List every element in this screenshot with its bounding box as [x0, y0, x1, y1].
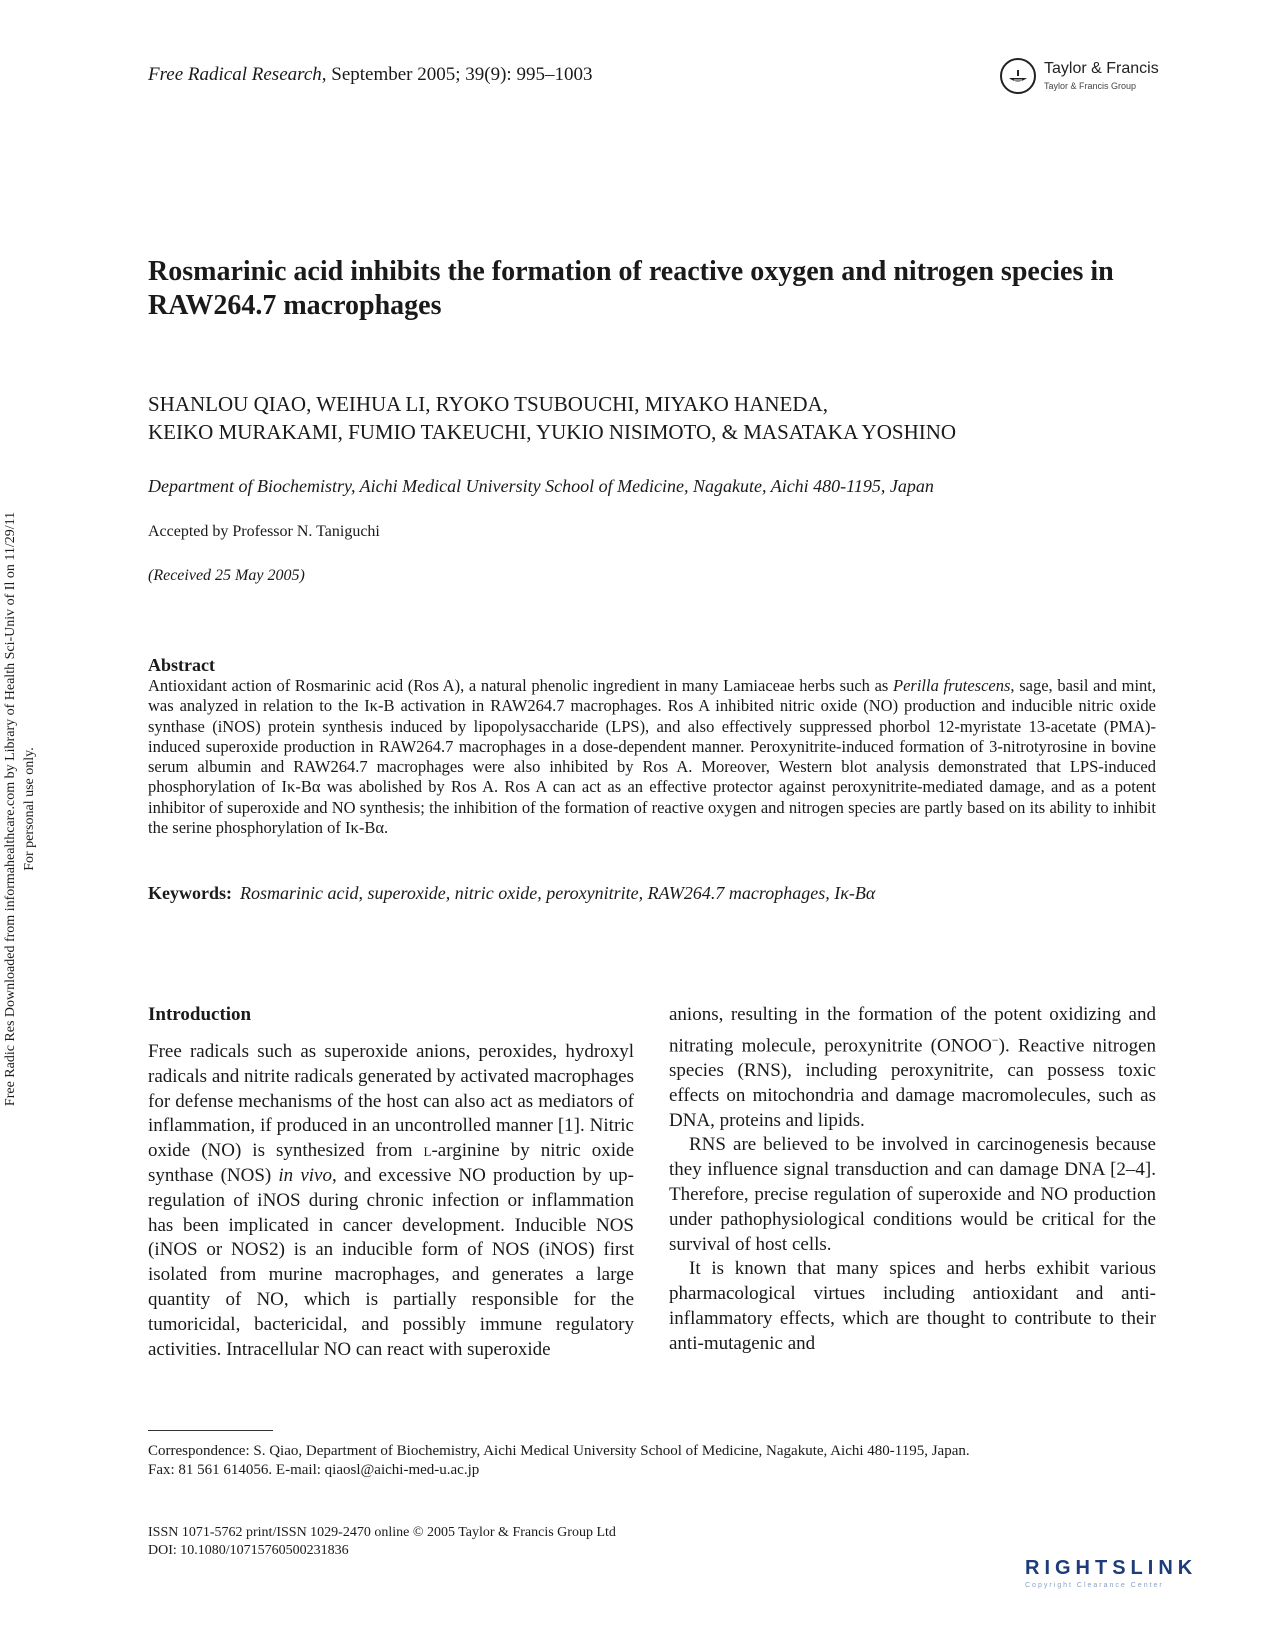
abstract-text — [148, 676, 1156, 838]
affiliation: Department of Biochemistry, Aichi Medical University School of Medicine, Nagakute, Aichi 480-1195, Japan — [148, 476, 934, 496]
intro-p1-italic: in vivo — [278, 1164, 332, 1186]
keywords — [148, 883, 1156, 904]
intro-p1-text-c: , and excessive NO production by up-regulation of iNOS during chronic infection or inflammation has been implicated in cancer development. Inducible NOS (iNOS or NOS2) is an inducible form of NOS (iNOS) first isolated from murine macrophages, and generates a large quantity of NO, which is partially responsible for the tumoricidal, bactericidal, and possibly immune regulatory activities. Intracellular NO can react with superoxide — [148, 1164, 634, 1360]
correspondence-footnote — [148, 1442, 1158, 1480]
intro-paragraph-right-3: It is known that many spices and herbs exhibit various pharmacological virtues including antioxidant and anti-inflammatory effects, which are thought to contribute to their anti-mutagenic and — [669, 1258, 1156, 1354]
abstract-text-part-1: Antioxidant action of Rosmarinic acid (Ros A), a natural phenolic ingredient in many Lamiaceae herbs such as — [148, 676, 894, 695]
doi-line: DOI: 10.1080/10715760500231836 — [148, 1543, 349, 1558]
correspondence-line-1: Correspondence: S. Qiao, Department of Biochemistry, Aichi Medical University School of Medicine, Nagakute, Aichi 480-1195, Japan. — [148, 1443, 970, 1459]
abstract-text-part-2: , sage, basil and mint, was analyzed in relation to the Iκ-B activation in RAW264.7 macrophages. Ros A inhibited nitric oxide (NO) production and inducible nitric oxide synthase (iNOS) protein synthesis induced by lipopolysaccharide (LPS), and also effectively suppressed phorbol 12-myristate 13-acetate (PMA)-induced superoxide production in RAW264.7 macrophages in a dose-dependent manner. Peroxynitrite-induced formation of 3-nitrotyrosine in bovine serum albumin and RAW264.7 macrophages were also inhibited by Ros A. Moreover, Western blot analysis demonstrated that LPS-induced phosphorylation of Iκ-Bα was abolished by Ros A. Ros A can act as an effective protector against peroxynitrite-mediated damage, and as a potent inhibitor of superoxide and NO synthesis; the inhibition of the formation of reactive oxygen and nitrogen species are partly based on its ability to inhibit the serine phosphorylation of Iκ-Bα. — [148, 676, 1157, 838]
correspondence-line-2: Fax: 81 561 614056. E-mail: qiaosl@aichi-med-u.ac.jp — [148, 1462, 480, 1478]
abstract-species-italic: Perilla frutescens — [893, 676, 1011, 695]
intro-r1-text-a: anions, resulting in the formation of the potent oxidizing and nitrating molecule, peroxynitrite (ONOO — [669, 1004, 1156, 1057]
intro-paragraph-right-2: RNS are believed to be involved in carcinogenesis because they influence signal transduction and can damage DNA [2–4]. Therefore, precise regulation of superoxide and NO production under pathophysiological conditions would be critical for the survival of host cells. — [669, 1134, 1156, 1255]
footnote-divider — [148, 1430, 273, 1431]
rightslink-logo[interactable] — [1025, 1557, 1255, 1597]
journal-details: , September 2005; 39(9): 995–1003 — [321, 64, 593, 85]
introduction-heading: Introduction — [148, 1004, 252, 1025]
publisher-logo — [1000, 58, 1160, 98]
download-watermark — [1, 489, 39, 1129]
issn-line: ISSN 1071-5762 print/ISSN 1029-2470 online © 2005 Taylor & Francis Group Ltd — [148, 1525, 616, 1540]
journal-name: Free Radical Research — [148, 64, 322, 85]
publication-info — [148, 1524, 616, 1560]
rightslink-sub: Copyright Clearance Center — [1025, 1582, 1164, 1589]
accepted-by: Accepted by Professor N. Taniguchi — [148, 523, 380, 540]
rightslink-text: RIGHTSLINK — [1025, 1557, 1198, 1579]
authors-line-2: KEIKO MURAKAMI, FUMIO TAKEUCHI, YUKIO NISIMOTO, & MASATAKA YOSHINO — [148, 420, 957, 444]
keywords-label: Keywords: — [148, 883, 232, 903]
intro-r1-superscript: − — [991, 1032, 999, 1047]
received-date: (Received 25 May 2005) — [148, 567, 305, 584]
introduction-left-column — [148, 1040, 634, 1362]
intro-paragraph-1 — [148, 1040, 634, 1362]
introduction-right-column — [669, 1003, 1156, 1356]
abstract-heading: Abstract — [148, 655, 215, 675]
publisher-logo-name: Taylor & Francis — [1044, 60, 1159, 77]
keywords-list: Rosmarinic acid, superoxide, nitric oxide, peroxynitrite, RAW264.7 macrophages, Iκ-Bα — [240, 883, 876, 903]
authors-line-1: SHANLOU QIAO, WEIHUA LI, RYOKO TSUBOUCHI, MIYAKO HANEDA, — [148, 392, 828, 416]
intro-r1-text-b: ). Reactive nitrogen species (RNS), including peroxynitrite, can possess toxic effects on mitochondria and damage macromolecules, such as DNA, proteins and lipids. — [669, 1035, 1156, 1131]
article-title: Rosmarinic acid inhibits the formation of reactive oxygen and nitrogen species in RAW264.7 macrophages — [148, 256, 1114, 321]
watermark-line-1: Free Radic Res Downloaded from informahealthcare.com by Library of Health Sci-Univ of Il on 11/29/11 — [3, 511, 18, 1107]
intro-p1-text-a: Free radicals such as superoxide anions, peroxides, hydroxyl radicals and nitrite radicals generated by activated macrophages for defense mechanisms of the host can also act as mediators of inflammation, if produced in an uncontrolled manner [1]. Nitric oxide (NO) is synthesized from — [148, 1041, 634, 1162]
intro-p1-text-b: -arginine by nitric oxide synthase (NOS) — [148, 1140, 635, 1186]
author-list — [148, 390, 1158, 446]
publisher-logo-sub: Taylor & Francis Group — [1044, 81, 1137, 91]
intro-p1-smallcaps: l — [423, 1140, 432, 1162]
journal-citation — [148, 64, 592, 86]
watermark-line-2: For personal use only. — [22, 747, 37, 871]
publisher-lamp-icon — [1000, 58, 1036, 94]
intro-paragraph-right-1 — [669, 1003, 1156, 1133]
